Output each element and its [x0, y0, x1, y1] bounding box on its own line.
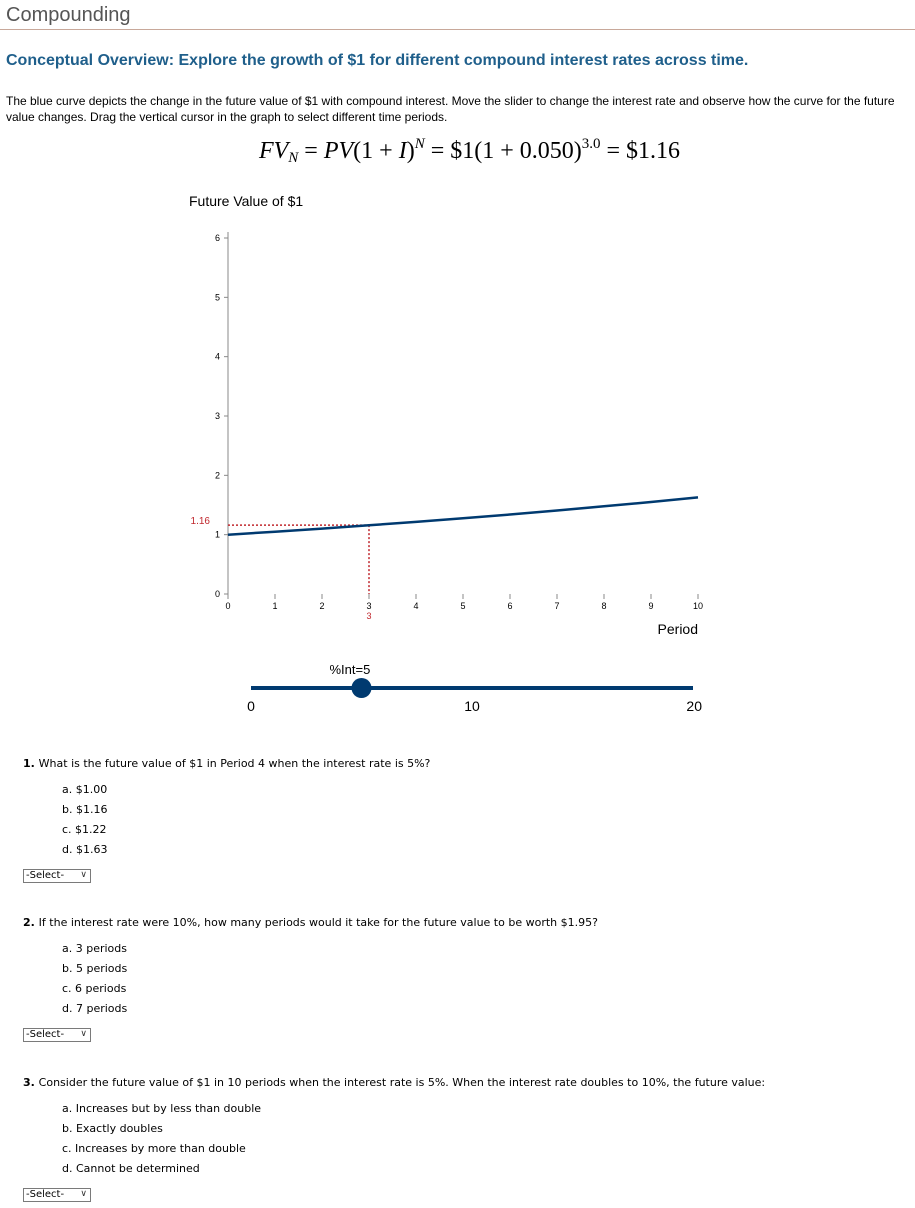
chevron-down-icon: ∨: [80, 1189, 87, 1199]
question-1-option: a. $1.00: [62, 783, 108, 796]
question-2-text: [23, 916, 598, 929]
formula-fv: FV: [258, 138, 289, 164]
formula-paren: (1 +: [353, 138, 399, 164]
x-tick-label: 2: [319, 601, 325, 611]
overview-heading: Conceptual Overview: Explore the growth of $1 for different compound interest rates across time.: [6, 52, 749, 69]
x-tick-label: 10: [692, 601, 704, 611]
slider-tick-label: 0: [247, 698, 255, 714]
formula-eq1: =: [298, 138, 324, 164]
question-number: 3.: [23, 1076, 39, 1089]
x-tick-label: 4: [413, 601, 419, 611]
question-3-option: c. Increases by more than double: [62, 1142, 246, 1155]
x-tick-label: 3: [366, 601, 372, 611]
question-3-option: a. Increases but by less than double: [62, 1102, 262, 1115]
y-tick-label: 3: [214, 411, 220, 421]
chevron-down-icon: ∨: [80, 870, 87, 880]
y-tick-label: 2: [214, 470, 220, 481]
slider-knob[interactable]: [352, 678, 372, 698]
formula-i: I: [398, 138, 407, 164]
y-tick-label: 0: [214, 589, 220, 599]
cursor-period-label: 3: [366, 611, 372, 621]
select-label: -Select-: [26, 870, 65, 881]
select-label: -Select-: [26, 1029, 65, 1040]
formula-fv-sub: N: [288, 150, 299, 166]
x-tick-label: 5: [460, 601, 466, 611]
question-1-option: d. $1.63: [62, 843, 108, 856]
y-tick-label: 5: [214, 292, 220, 303]
question-3-option: d. Cannot be determined: [62, 1162, 200, 1175]
description-text: The blue curve depicts the change in the future value of $1 with compound interest. Move the slider to change the interest rate and observe how the curve for the future value changes. Drag the vertical cursor in the graph to select different time periods.: [6, 94, 895, 124]
formula-pv: PV: [323, 138, 354, 164]
page-title: Compounding: [6, 4, 131, 26]
y-tick-label: 1: [214, 529, 220, 540]
slider-tick-label: 10: [464, 698, 480, 714]
question-1-answer-select[interactable]: [23, 869, 91, 883]
x-tick-label: 0: [225, 601, 231, 611]
formula-exp2: 3.0: [581, 136, 601, 152]
question-1-option: b. $1.16: [62, 803, 108, 816]
question-2-option: b. 5 periods: [62, 962, 128, 975]
question-number: 2.: [23, 916, 39, 929]
question-3-text: [23, 1076, 765, 1089]
x-tick-label: 6: [507, 601, 513, 611]
chevron-down-icon: ∨: [80, 1029, 87, 1039]
formula-exp: N: [414, 136, 425, 152]
x-tick-label: 9: [648, 601, 654, 611]
question-prompt: Consider the future value of $1 in 10 periods when the interest rate is 5%. When the interest rate doubles to 10%, the future value:: [38, 1076, 766, 1089]
question-2-option: a. 3 periods: [62, 942, 128, 955]
x-tick-label: 1: [272, 601, 278, 611]
question-2-option: d. 7 periods: [62, 1002, 128, 1015]
y-tick-label: 4: [214, 351, 220, 362]
slider-value-label: %Int=5: [329, 662, 371, 677]
select-label: -Select-: [26, 1189, 65, 1200]
question-1-option: c. $1.22: [62, 823, 107, 836]
question-3-option: b. Exactly doubles: [62, 1122, 163, 1135]
question-2-answer-select[interactable]: [23, 1028, 91, 1042]
x-tick-label: 7: [554, 601, 560, 611]
slider-tick-label: 20: [686, 698, 702, 714]
question-prompt: What is the future value of $1 in Period 4 when the interest rate is 5%?: [38, 757, 431, 770]
question-1-text: [23, 757, 430, 770]
formula-eq3: = $1.16: [600, 138, 681, 164]
formula-eq2: = $1(1 + 0.050): [424, 138, 582, 164]
question-2-option: c. 6 periods: [62, 982, 127, 995]
formula-close: ): [406, 138, 415, 164]
y-tick-label: 6: [214, 233, 220, 243]
question-prompt: If the interest rate were 10%, how many periods would it take for the future value to be worth $1.95?: [38, 916, 598, 929]
question-number: 1.: [23, 757, 39, 770]
cursor-value-label: 1.16: [190, 516, 210, 528]
x-tick-label: 8: [601, 601, 607, 611]
chart-title: Future Value of $1: [189, 193, 304, 209]
x-axis-label: Period: [657, 621, 698, 637]
question-3-answer-select[interactable]: [23, 1188, 91, 1202]
